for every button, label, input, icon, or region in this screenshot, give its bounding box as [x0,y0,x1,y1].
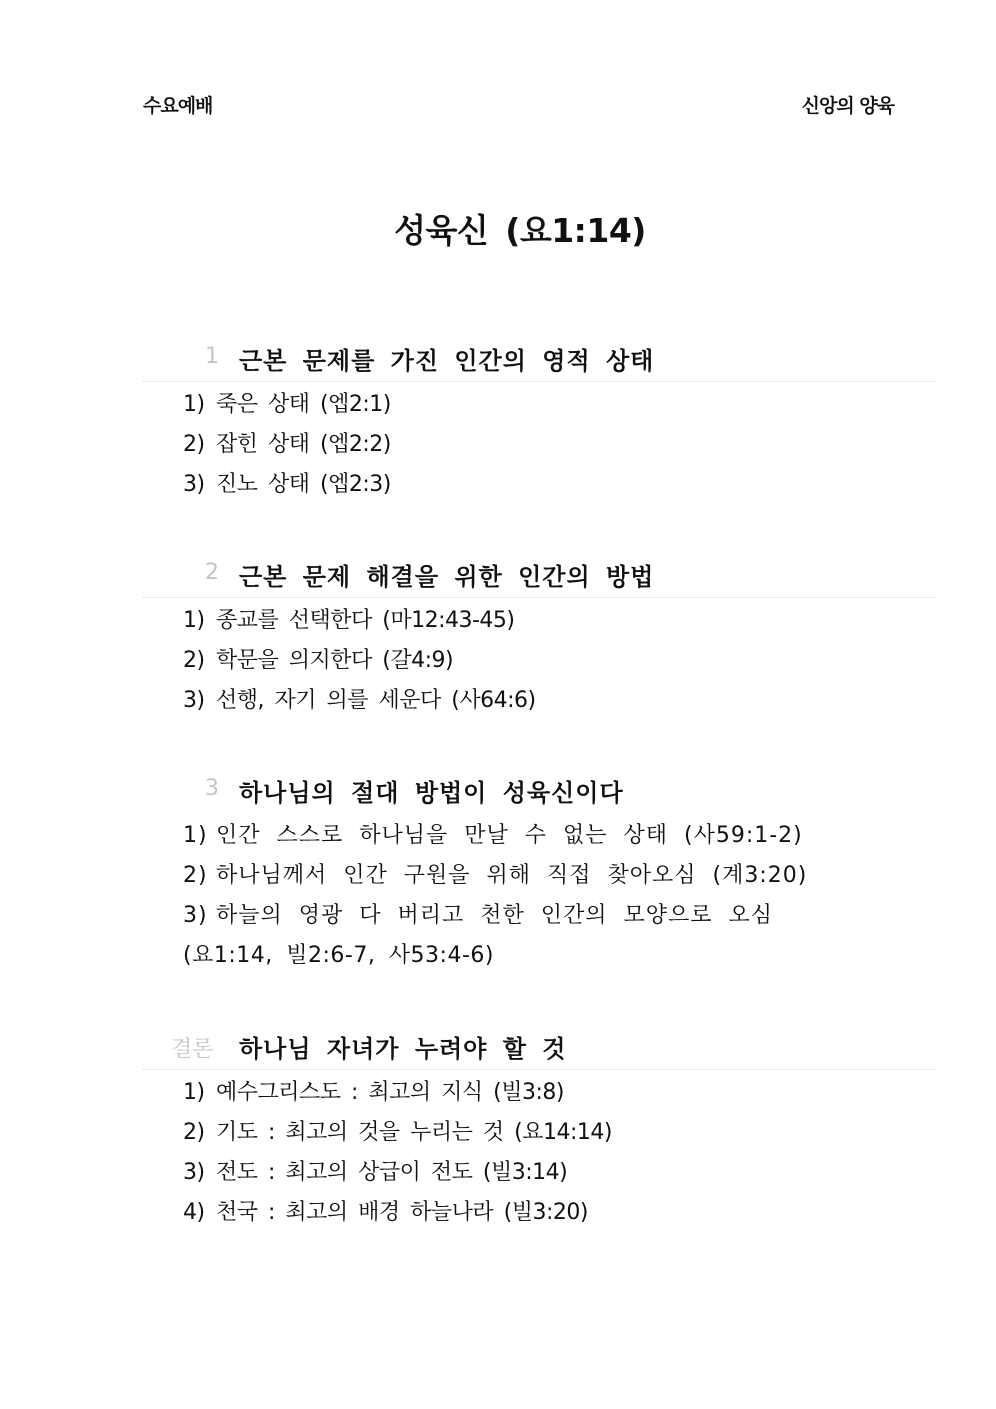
list-item [183,1073,935,1113]
item-number: 3) [183,903,208,928]
section-heading [143,1029,935,1070]
list-item [183,425,935,465]
section-title: 근본 문제 해결을 위한 인간의 방법 [239,563,655,591]
item-list [143,816,935,976]
item-list [143,1073,935,1233]
item-list [143,385,935,505]
item-text-continuation: (요1:14, 빌2:6-7, 사53:4-6) [183,943,494,968]
item-text: 인간 스스로 하나님을 만날 수 없는 상태 (사59:1-2) [216,823,803,848]
item-number: 3) [183,688,205,713]
item-text: 죽은 상태 (엡2:1) [216,392,391,417]
list-item [183,465,935,505]
item-list [143,601,935,721]
list-item [183,1153,935,1193]
section-title: 하나님의 절대 방법이 성육신이다 [239,779,624,807]
item-text: 진노 상태 (엡2:3) [216,472,391,497]
header-left-label: 수요예배 [143,95,213,117]
list-item [183,856,935,896]
item-text: 전도 : 최고의 상급이 전도 (빌3:14) [216,1160,568,1185]
item-text: 하늘의 영광 다 버리고 천한 인간의 모양으로 오심 [216,903,773,928]
section-number: 3 [205,776,219,801]
section-2 [143,557,935,721]
item-number: 3) [183,1160,205,1185]
item-number: 2) [183,648,205,673]
section-3 [143,773,935,976]
item-number: 1) [183,392,205,417]
list-item [183,641,935,681]
item-text: 잡힌 상태 (엡2:2) [216,432,391,457]
list-item [183,816,935,856]
header-right-label: 신앙의 양육 [801,95,894,117]
item-number: 2) [183,1120,205,1145]
section-number: 1 [205,344,219,369]
item-text: 선행, 자기 의를 세운다 (사64:6) [216,688,536,713]
section-heading [143,557,935,598]
item-number: 1) [183,823,208,848]
list-item [183,1113,935,1153]
item-number: 2) [183,432,205,457]
list-item [183,385,935,425]
item-number: 1) [183,1080,205,1105]
item-text: 예수그리스도 : 최고의 지식 (빌3:8) [216,1080,564,1105]
item-text: 학문을 의지한다 (갈4:9) [216,648,454,673]
list-item [183,896,935,936]
item-text: 천국 : 최고의 배경 하늘나라 (빌3:20) [216,1200,588,1225]
item-number: 1) [183,608,205,633]
section-number: 결론 [171,1037,214,1062]
section-number: 2 [205,560,219,585]
item-text: 종교를 선택한다 (마12:43-45) [216,608,515,633]
item-text: 기도 : 최고의 것을 누리는 것 (요14:14) [216,1120,612,1145]
item-number: 4) [183,1200,205,1225]
item-number: 3) [183,472,205,497]
section-heading [143,773,935,813]
section-conclusion [143,1029,935,1233]
list-item [183,1193,935,1233]
section-title: 근본 문제를 가진 인간의 영적 상태 [239,347,655,375]
item-text: 하나님께서 인간 구원을 위해 직접 찾아오심 (계3:20) [216,863,808,888]
list-item [183,681,935,721]
item-number: 2) [183,863,208,888]
section-heading [143,341,935,382]
section-title: 하나님 자녀가 누려야 할 것 [239,1035,567,1063]
list-item [183,601,935,641]
page-title: 성육신 (요1:14) [394,211,646,250]
section-1 [143,341,935,505]
